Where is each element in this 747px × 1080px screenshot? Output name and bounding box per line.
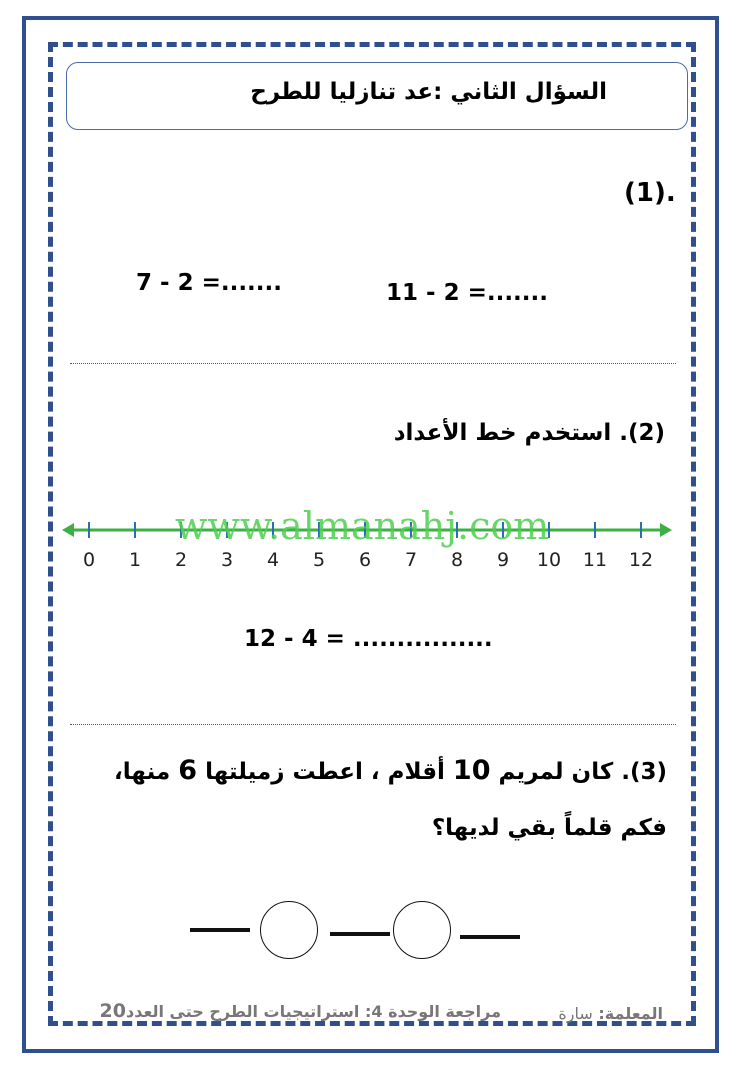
q1-label: (1). [624,178,676,208]
q3-suffix: منها، [114,759,171,785]
tick-label-12: 12 [628,549,654,571]
tick-label-8: 8 [450,549,464,571]
tick-label-6: 6 [358,549,372,571]
answer-blank-2[interactable] [330,932,390,936]
q3-number-10: 10 [452,755,491,786]
q1-expr-right: 11 - 2 =....... [386,280,549,306]
review-rest: استراتيجيات الطرح حتى العدد [126,1002,360,1021]
tick-label-1: 1 [128,549,142,571]
q3-middle: أقلام ، اعطت زميلتها [205,759,445,785]
page-title: السؤال الثاني :عد تنازليا للطرح [250,79,607,105]
tick-label-3: 3 [220,549,234,571]
q1-expr-left: 7 - 2 =....... [136,270,283,296]
q2-label: (2). استخدم خط الأعداد [393,420,665,446]
q3-line2: فكم قلماً بقي لديها؟ [431,815,667,841]
teacher-label: المعلمة: [598,1004,663,1023]
q2-expr: 12 - 4 = ................ [244,626,493,652]
q3-number-6: 6 [178,755,198,786]
tick-label-0: 0 [82,549,96,571]
tick-label-2: 2 [174,549,188,571]
tick-label-10: 10 [536,549,562,571]
tick-label-9: 9 [496,549,510,571]
right-arrow-icon [660,523,672,537]
tick-label-7: 7 [404,549,418,571]
separator-1 [70,363,676,364]
teacher-name: سارة [558,1004,593,1023]
review-prefix: مراجعة الوحدة [388,1002,501,1021]
answer-blank-1[interactable] [190,928,250,932]
tick-label-5: 5 [312,549,326,571]
operator-circle-1[interactable] [260,901,318,959]
title-box [66,62,688,130]
unit-number: 4: [364,1002,383,1021]
separator-2 [70,724,676,725]
operator-circle-2[interactable] [393,901,451,959]
answer-blank-3[interactable] [460,935,520,939]
watermark: www.almanahj.com [175,504,550,548]
tick-label-11: 11 [582,549,608,571]
tick-label-4: 4 [266,549,280,571]
footer-review [100,1000,501,1022]
left-arrow-icon [62,523,74,537]
q3-line1 [114,755,667,786]
limit-number: 20 [99,1000,126,1022]
q3-prefix: (3). كان لمريم [498,759,667,785]
footer-teacher [558,1004,663,1023]
number-line-labels [83,549,653,571]
